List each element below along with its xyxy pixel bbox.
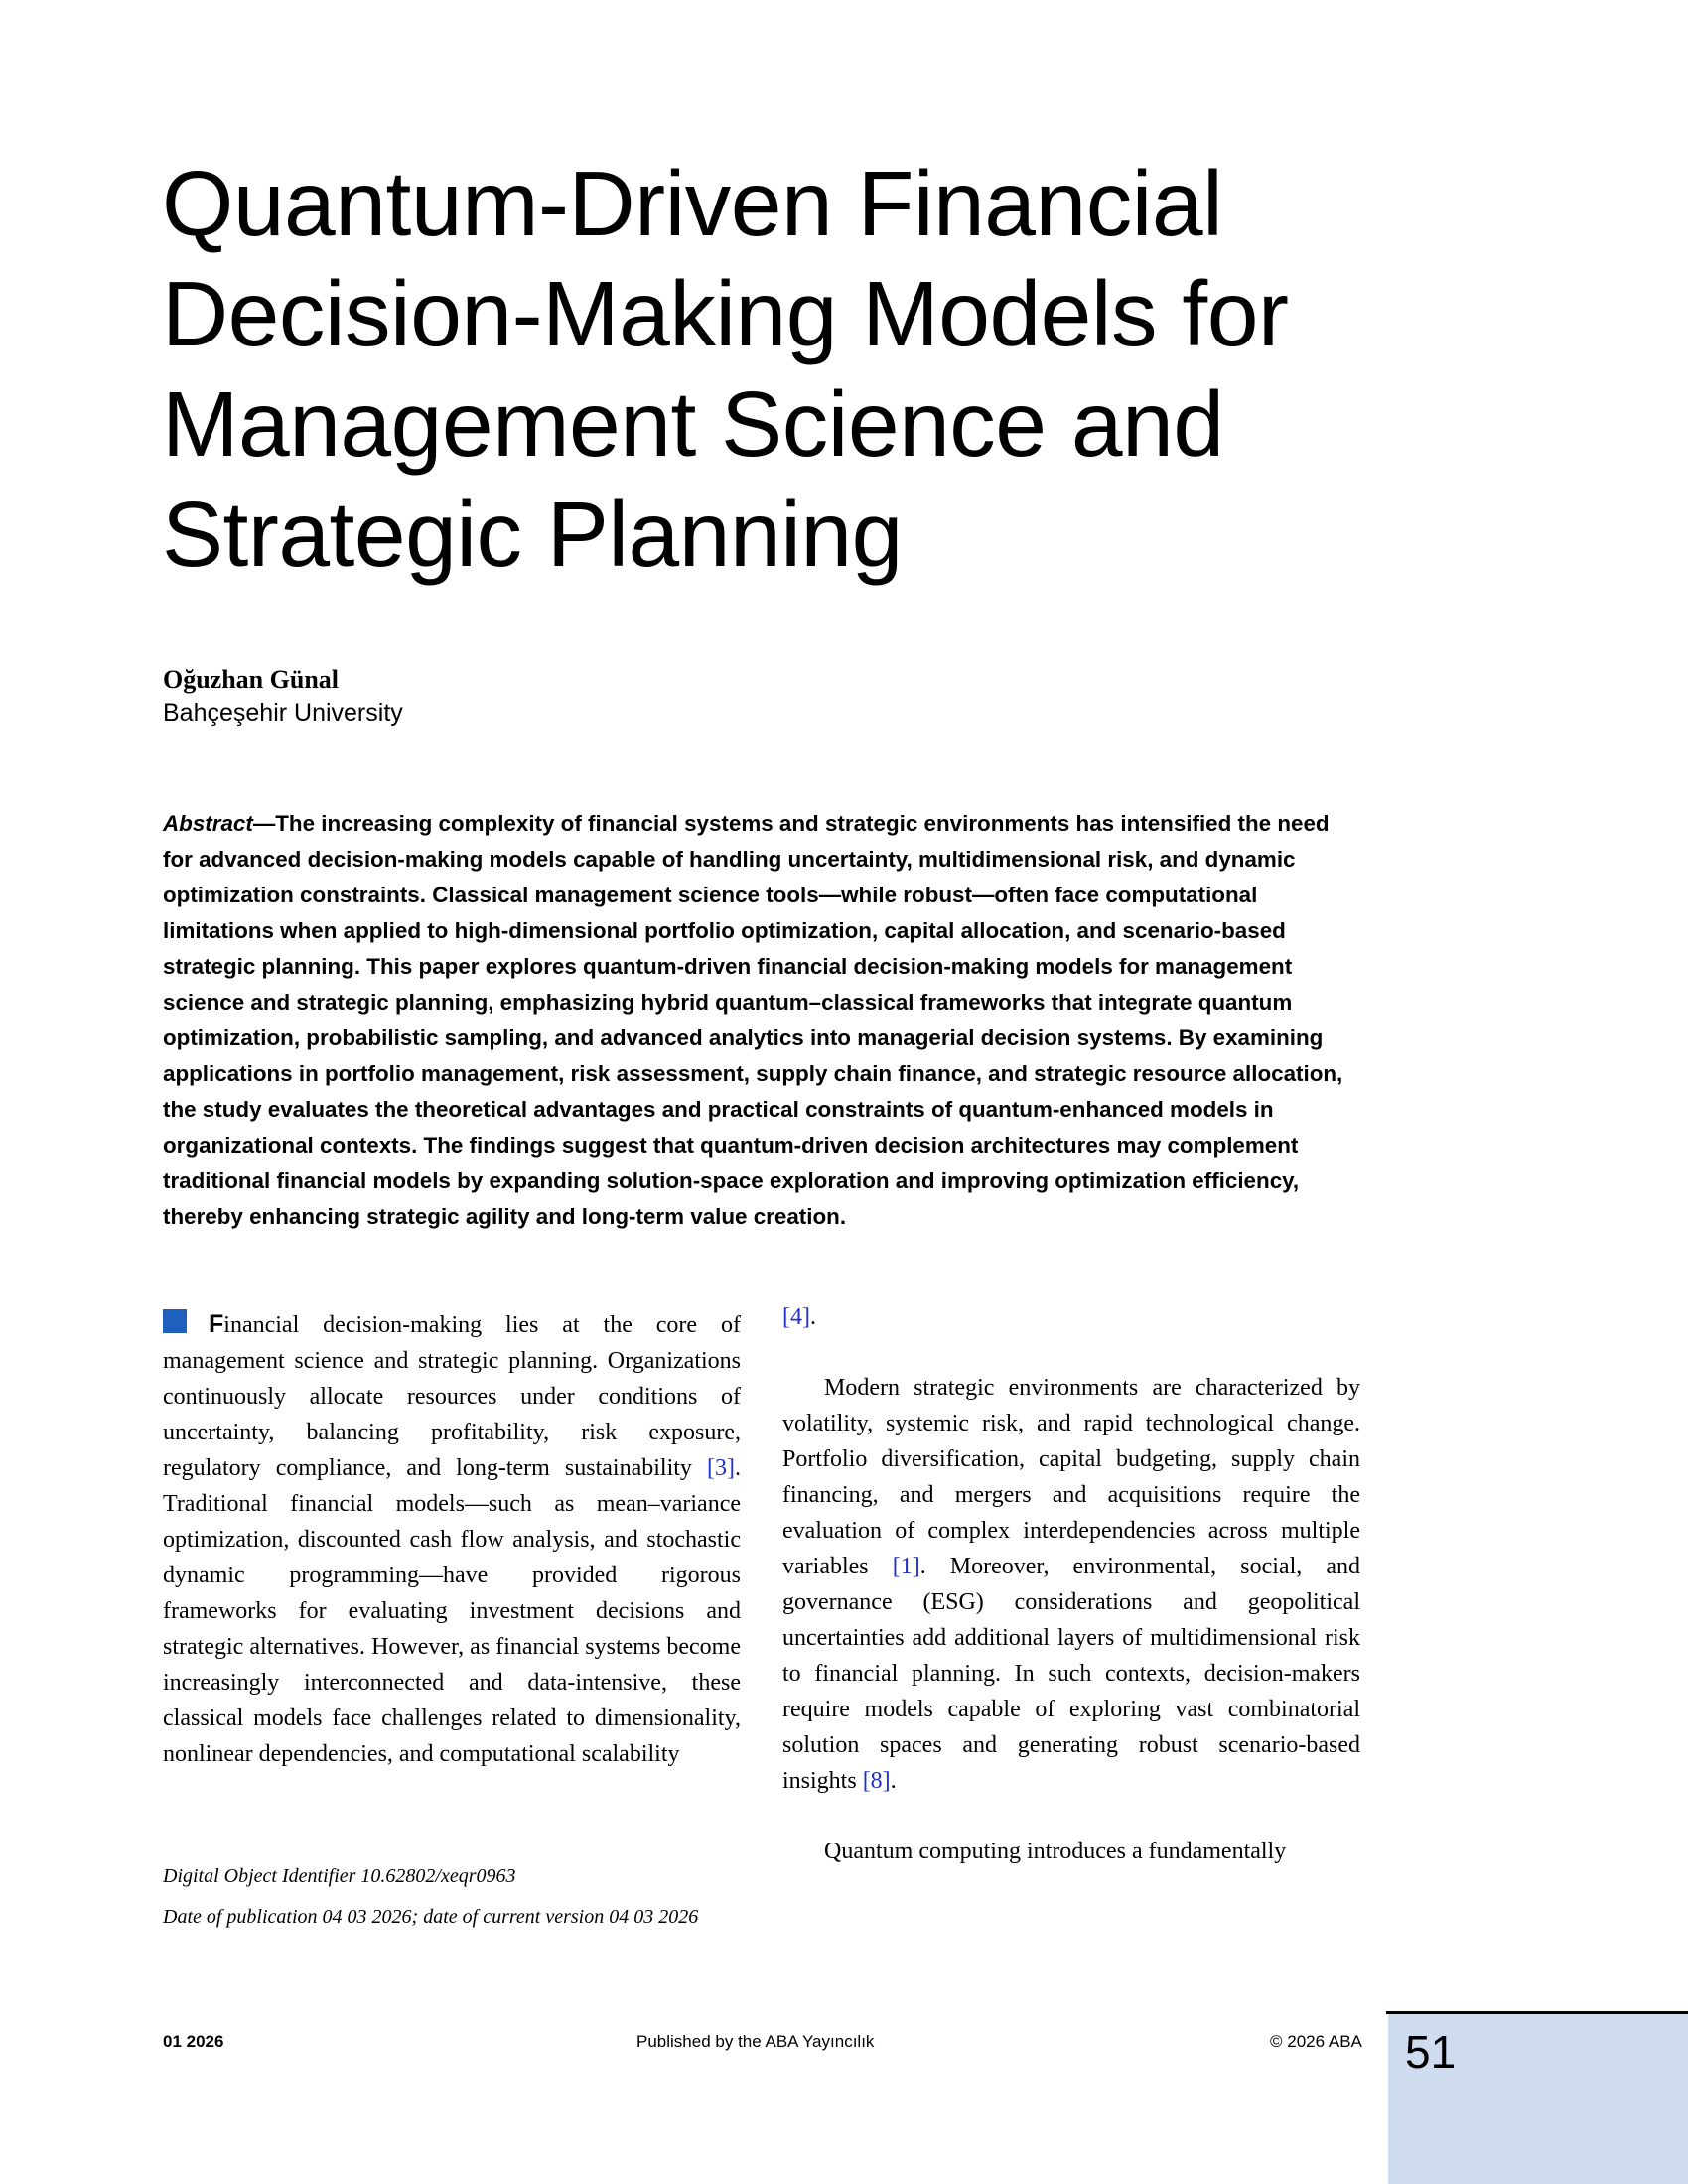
abstract	[163, 806, 1350, 1235]
paragraph-text-3: .	[890, 1768, 897, 1794]
footer-publisher: Published by the ABA Yayıncılık	[636, 2032, 875, 2051]
author-affiliation: Bahçeşehir University	[163, 699, 403, 727]
citation-link[interactable]: [8]	[862, 1768, 891, 1794]
intro-paragraph	[163, 1306, 741, 1772]
body-column-right	[782, 1299, 1360, 1869]
intro-text-2: . Traditional financial models—such as mean–variance optimization, discounted cash flow analysis, and stochastic dynamic programming—have provided rigorous frameworks for evaluating investment decisions and strategic alternatives. However, as financial systems become increasingly interconnected and data-intensive, these classical models face challenges related to dimensionality, nonlinear dependencies, and computational scalability	[163, 1455, 741, 1767]
paper-title: Quantum-Driven Financial Decision-Making Models for Management Science and Strategic Planning	[162, 152, 1289, 586]
footer-issue: 01 2026	[163, 2032, 224, 2051]
continued-text: .	[809, 1304, 816, 1330]
citation-link[interactable]: [4]	[782, 1304, 810, 1330]
drop-cap: F	[209, 1310, 224, 1338]
body-column-left	[163, 1306, 741, 1772]
author-name: Oğuzhan Günal	[163, 665, 340, 694]
paragraph-text-1: Modern strategic environments are characterized by volatility, systemic risk, and rapid technological change. Portfolio diversification, capital budgeting, supply chain financing, and mergers and acquisitions require the evaluation of complex interdependencies across multiple variables	[782, 1375, 1360, 1579]
footer-copyright: © 2026 ABA	[1270, 2032, 1362, 2051]
citation-link[interactable]: [1]	[892, 1554, 920, 1579]
intro-text-1: inancial decision-making lies at the core of management science and strategic planning. Organizations continuously allocate resources under conditions of uncertainty, balancing profitability, risk exposure, regulatory compliance, and long-term sustainability	[163, 1312, 741, 1481]
abstract-text: —The increasing complexity of financial systems and strategic environments has intensified the need for advanced decision-making models capable of handling uncertainty, multidimensional risk, and dynamic optimization constraints. Classical management science tools—while robust—often face computational limitations when applied to high-dimensional portfolio optimization, capital allocation, and scenario-based strategic planning. This paper explores quantum-driven financial decision-making models for management science and strategic planning, emphasizing hybrid quantum–classical frameworks that integrate quantum optimization, probabilistic sampling, and advanced analytics into managerial decision systems. By examining applications in portfolio management, risk assessment, supply chain finance, and strategic resource allocation, the study evaluates the theoretical advantages and practical constraints of quantum-enhanced models in organizational contexts. The findings suggest that quantum-driven decision architectures may complement traditional financial models by expanding solution-space exploration and improving optimization efficiency, thereby enhancing strategic agility and long-term value creation.	[163, 811, 1343, 1229]
doi: Digital Object Identifier 10.62802/xeqr0963	[163, 1865, 516, 1887]
publication-dates: Date of publication 04 03 2026; date of current version 04 03 2026	[163, 1906, 699, 1928]
paragraph-quantum: Quantum computing introduces a fundamentally	[824, 1839, 1287, 1864]
paragraph-text-2: . Moreover, environmental, social, and governance (ESG) considerations and geopolitical uncertainties add additional layers of multidimensional risk to financial planning. In such contexts, decision-makers require models capable of exploring vast combinatorial solution spaces and generating robust scenario-based insights	[782, 1554, 1360, 1794]
citation-link[interactable]: [3]	[707, 1455, 735, 1481]
section-marker-icon	[163, 1309, 187, 1333]
abstract-label: Abstract	[163, 811, 253, 836]
page-number: 51	[1405, 2026, 1457, 2078]
paragraph-strategic-environments	[782, 1370, 1360, 1799]
continued-paragraph	[782, 1299, 1360, 1335]
publication-metadata	[163, 1856, 741, 1938]
